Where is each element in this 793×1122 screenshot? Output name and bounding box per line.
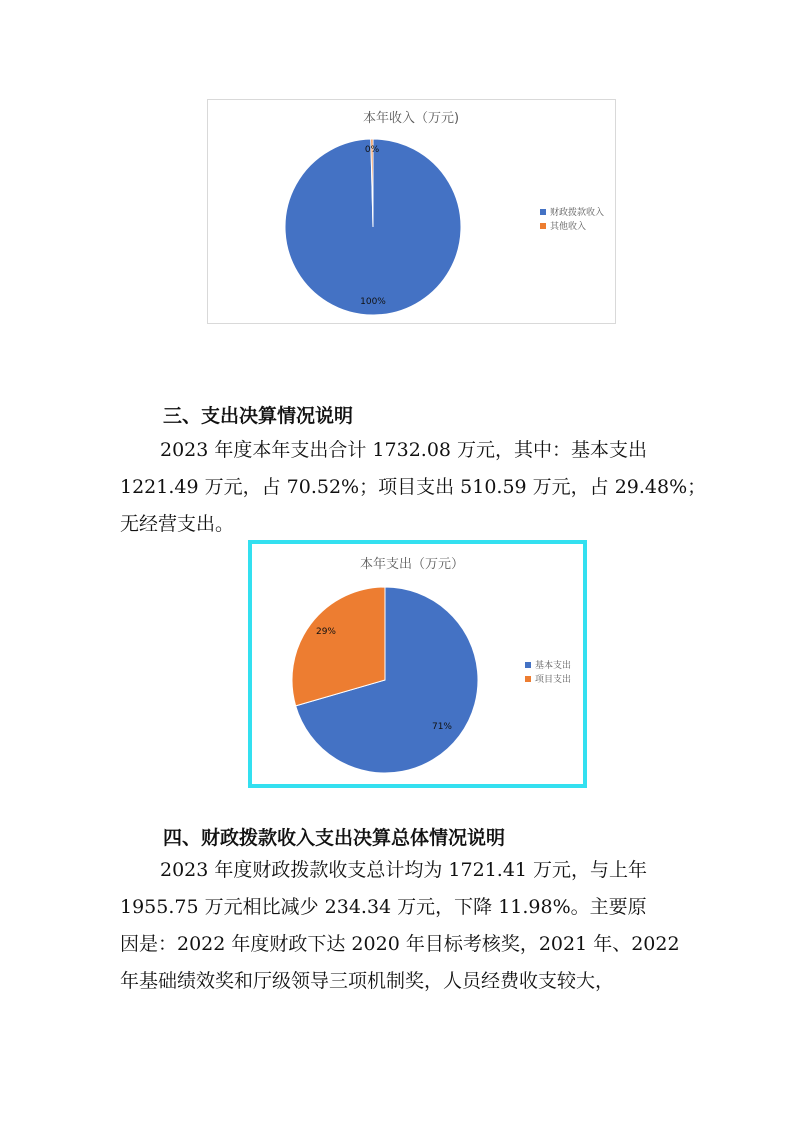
expenditure-pie-svg [252,544,583,784]
section-heading-expenditure: 三、支出决算情况说明 [163,405,354,427]
legend-label: 其他收入 [550,222,587,232]
paragraph-expenditure [120,432,707,543]
paragraph-line: 2023 年度财政拨款收支总计均为 1721.41 万元，与上年 [160,859,648,881]
pie-data-label: 29% [315,627,337,637]
paragraph-line: 2023 年度本年支出合计 1732.08 万元，其中：基本支出 [160,439,648,461]
legend-label: 项目支出 [535,675,572,685]
income-pie-svg [208,100,615,323]
chart-title: 本年支出（万元） [359,557,465,572]
legend-swatch [540,209,546,215]
legend-label: 财政拨款收入 [550,208,605,218]
chart-title: 本年收入（万元) [362,111,460,126]
income-pie-chart [207,99,616,324]
legend-label: 基本支出 [535,661,572,671]
legend-swatch [525,676,531,682]
section-heading-fiscal-overview: 四、财政拨款收入支出决算总体情况说明 [163,827,506,849]
paragraph-fiscal-overview [120,852,680,1000]
paragraph-line: 1955.75 万元相比减少 234.34 万元，下降 11.98%。主要原 [120,896,647,918]
paragraph-line: 1221.49 万元，占 70.52%；项目支出 510.59 万元，占 29.48%； [120,476,707,498]
expenditure-pie-chart [248,540,587,788]
pie-data-label: 71% [431,722,453,732]
pie-data-label: 0% [364,145,380,155]
paragraph-line: 年基础绩效奖和厅级领导三项机制奖，人员经费收支较大， [120,970,615,992]
paragraph-line: 因是：2022 年度财政下达 2020 年目标考核奖，2021 年、2022 [120,933,680,955]
legend-swatch [540,223,546,229]
legend-swatch [525,662,531,668]
paragraph-line: 无经营支出。 [120,513,235,535]
pie-data-label: 100% [360,297,386,307]
